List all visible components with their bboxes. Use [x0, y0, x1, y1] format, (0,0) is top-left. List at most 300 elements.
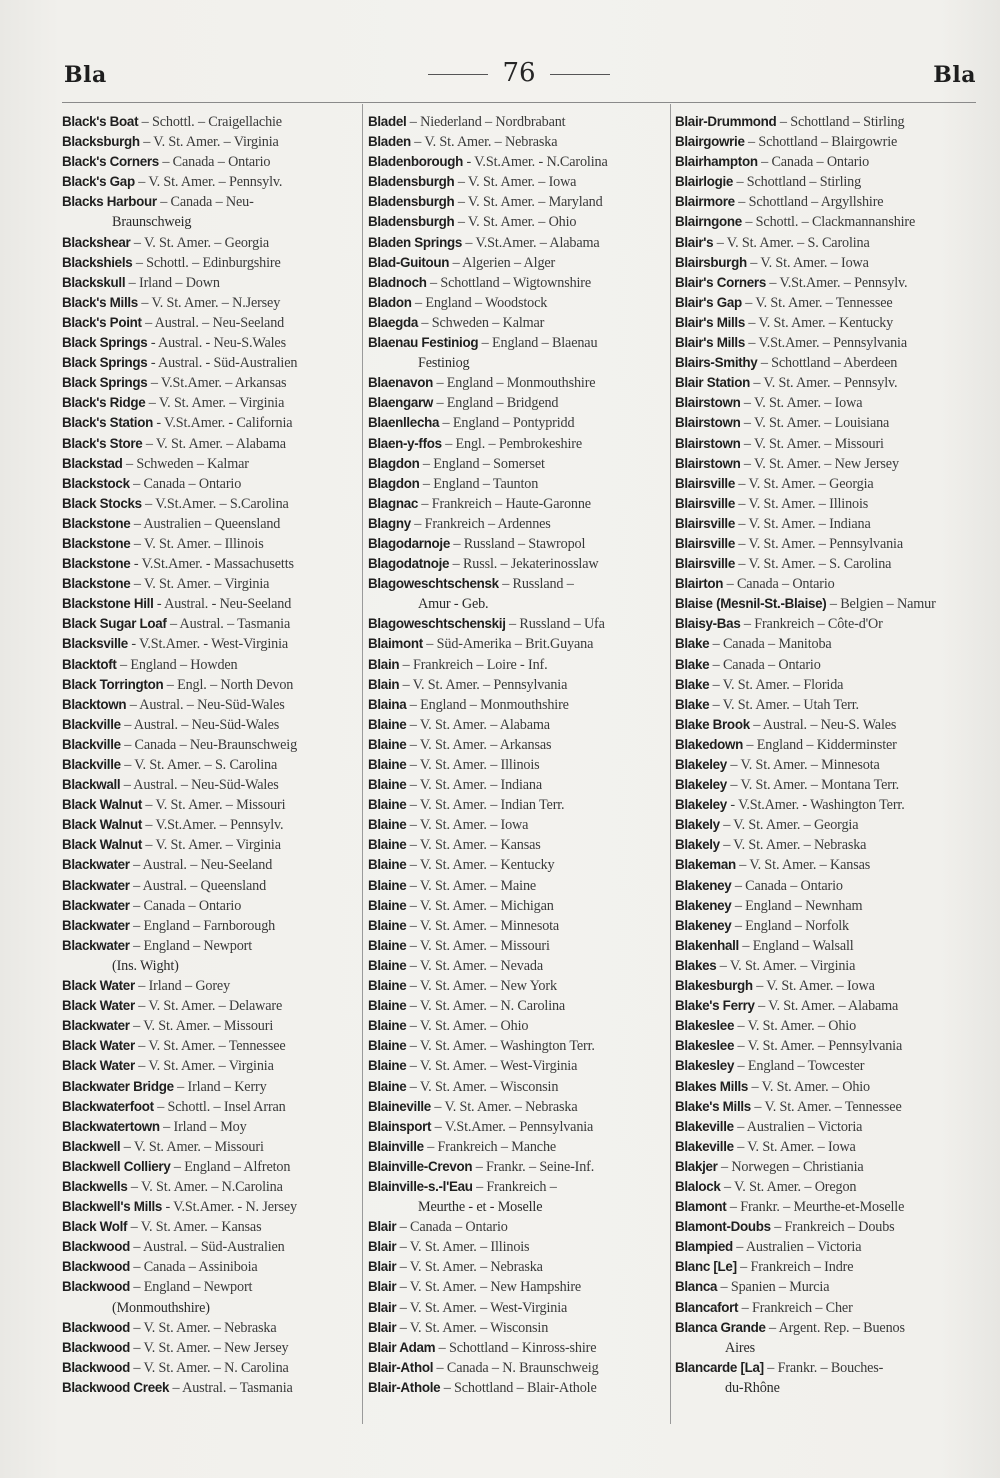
gazetteer-entry: [368, 835, 666, 855]
entry-place-name: Black's Station: [62, 415, 153, 431]
entry-location: – Frankreich –: [476, 1178, 557, 1195]
gazetteer-entry: [368, 655, 666, 675]
entry-place-name: Blagdon: [368, 475, 420, 491]
entry-place-name: Blakely: [675, 817, 720, 833]
entry-place-name: Blackstone Hill: [62, 596, 154, 612]
entry-place-name: Blairsville: [675, 556, 735, 572]
entry-place-name: Blakeley: [675, 797, 727, 813]
gazetteer-entry: [368, 1217, 666, 1237]
entry-location: – V. St. Amer. – Maryland: [457, 194, 603, 211]
gazetteer-entry: [368, 192, 666, 212]
gazetteer-entry: [368, 132, 666, 152]
gazetteer-entry: [368, 1177, 666, 1217]
gazetteer-entry: [62, 253, 358, 273]
entry-location: – England – Towcester: [737, 1058, 865, 1075]
entry-place-name: Blackville: [62, 736, 121, 752]
gazetteer-entry: [368, 454, 666, 474]
entry-location: – V. St. Amer. – Illinois: [409, 757, 540, 773]
gazetteer-entry: [62, 1378, 358, 1398]
entry-place-name: Blancafort: [675, 1299, 739, 1315]
entry-continuation: Braunschweig: [112, 214, 192, 231]
entry-place-name: Blakesley: [675, 1058, 735, 1074]
entry-location: – Schottland – Aberdeen: [760, 355, 898, 372]
entry-location: – V. St. Amer. – Pennsylvania: [737, 1038, 903, 1055]
entry-place-name: Blackwall: [62, 777, 121, 793]
entry-place-name: Blaine: [368, 857, 407, 873]
entry-location: – Austral. – Neu-Seeland: [133, 857, 273, 874]
entry-place-name: Blagodarnoje: [368, 535, 450, 551]
entry-location: – Russland –: [502, 576, 574, 593]
gazetteer-entry: [368, 715, 666, 735]
gazetteer-entry: [368, 916, 666, 936]
entry-location: – V. St. Amer. – Louisiana: [743, 415, 890, 432]
entry-place-name: Bladnoch: [368, 274, 427, 290]
entry-column-1: [62, 112, 358, 1422]
entry-location: – V. St. Amer. – Alabama: [145, 435, 286, 452]
entry-location: – England – Howden: [120, 656, 238, 673]
entry-place-name: Blakes Mills: [675, 1078, 749, 1094]
gazetteer-entry: [62, 1217, 358, 1237]
entry-location: – V. St. Amer. – Nebraska: [399, 1259, 543, 1276]
entry-place-name: Blair: [368, 1319, 397, 1335]
entry-place-name: Blaisy-Bas: [675, 616, 741, 632]
entry-location: – England – Farnborough: [133, 917, 276, 934]
entry-place-name: Blamont: [675, 1199, 727, 1215]
entry-location: – England – Alfreton: [173, 1158, 291, 1175]
header-rule-left: [428, 74, 488, 75]
entry-place-name: Blaenllecha: [368, 415, 440, 431]
gazetteer-entry: [368, 1117, 666, 1137]
entry-location: – Frankreich – Manche: [427, 1138, 557, 1155]
entry-place-name: Blairmore: [675, 194, 735, 210]
gazetteer-entry: [675, 614, 975, 634]
entry-place-name: Blaine: [368, 978, 407, 994]
entry-place-name: Blackwell: [62, 1138, 121, 1154]
entry-place-name: Black Sugar Loaf: [62, 616, 167, 632]
entry-place-name: Blaine: [368, 1018, 407, 1034]
entry-place-name: Black Water: [62, 998, 135, 1014]
entry-place-name: Blakedown: [675, 736, 743, 752]
gazetteer-entry: [368, 1056, 666, 1076]
entry-location: – Canada – Ontario: [133, 897, 242, 914]
entry-place-name: Blackstone: [62, 576, 131, 592]
entry-location: – Russland – Stawropol: [453, 535, 586, 552]
gazetteer-entry: [368, 976, 666, 996]
gazetteer-entry: [62, 454, 358, 474]
header-divider: [62, 102, 976, 103]
entry-location: – V. St. Amer. – Missouri: [123, 1138, 264, 1155]
entry-place-name: Blaine: [368, 1078, 407, 1094]
entry-location: – V. St. Amer. – Illinois: [399, 1239, 530, 1256]
gazetteer-entry: [675, 634, 975, 654]
entry-location: – V. St. Amer. – Iowa: [750, 254, 869, 271]
entry-location: – V. St. Amer. – Iowa: [756, 978, 875, 995]
gazetteer-entry: [368, 1077, 666, 1097]
gazetteer-entry: [675, 655, 975, 675]
gazetteer-entry: [62, 1097, 358, 1117]
header-rule-right: [550, 74, 610, 75]
entry-place-name: Blampied: [675, 1239, 733, 1255]
entry-place-name: Blaengarw: [368, 395, 434, 411]
entry-place-name: Black's Mills: [62, 294, 138, 310]
gazetteer-entry: [675, 956, 975, 976]
entry-location: – V. St. Amer. – S. Carolina: [124, 757, 278, 773]
gazetteer-entry: [62, 1117, 358, 1137]
entry-location: – V. St. Amer. – Illinois: [738, 495, 869, 512]
gazetteer-entry: [368, 795, 666, 815]
entry-place-name: Bladensburgh: [368, 174, 455, 190]
entry-place-name: Blair: [368, 1279, 397, 1295]
entry-place-name: Blakeslee: [675, 1038, 735, 1054]
entry-place-name: Blairsburgh: [675, 254, 747, 270]
gazetteer-entry: [675, 132, 975, 152]
gazetteer-entry: [675, 192, 975, 212]
gazetteer-entry: [675, 1177, 975, 1197]
gazetteer-entry: [62, 1137, 358, 1157]
entry-location: – V. St. Amer. – Virginia: [148, 395, 285, 412]
gazetteer-entry: [62, 1036, 358, 1056]
entry-location: – V. St. Amer. – Virginia: [138, 1058, 274, 1075]
entry-place-name: Blagnac: [368, 495, 418, 511]
gazetteer-entry: [62, 634, 358, 654]
entry-place-name: Blakeville: [675, 1118, 734, 1134]
entry-place-name: Black Wolf: [62, 1219, 128, 1235]
entry-place-name: Blairsville: [675, 475, 735, 491]
entry-location: – Schottl. – Clackmannanshire: [745, 214, 916, 231]
entry-location: – V. St. Amer. – Minnesota: [730, 757, 880, 773]
entry-location: – V. St. Amer. – Arkansas: [409, 736, 552, 753]
entry-place-name: Blacktown: [62, 696, 127, 712]
entry-location: – V. St. Amer. – West-Virginia: [399, 1299, 568, 1316]
entry-place-name: Blairngone: [675, 214, 742, 230]
entry-place-name: Blakeney: [675, 877, 732, 893]
entry-location: – Irland – Kerry: [177, 1078, 267, 1095]
entry-location: – Schottl. – Edinburgshire: [135, 254, 281, 271]
entry-place-name: Blaegda: [368, 314, 418, 330]
gazetteer-entry: [62, 132, 358, 152]
entry-location: – Algerien – Alger: [452, 254, 556, 271]
entry-place-name: Blainsport: [368, 1118, 432, 1134]
entry-place-name: Black Water: [62, 978, 135, 994]
entry-location: – Schottland – Stirling: [736, 174, 862, 191]
gazetteer-entry: [368, 1137, 666, 1157]
entry-place-name: Blairton: [675, 576, 724, 592]
entry-location: – Irland – Moy: [163, 1118, 247, 1135]
entry-place-name: Blake's Mills: [675, 1098, 751, 1114]
entry-place-name: Blairs-Smithy: [675, 355, 758, 371]
entry-location: – Canada – Ontario: [162, 154, 271, 171]
entry-location: – England – Somerset: [422, 455, 545, 472]
column-divider-1: [362, 104, 363, 1424]
entry-place-name: Blair-Athol: [368, 1359, 434, 1375]
gazetteer-entry: [368, 675, 666, 695]
entry-location: – Canada – Neu-Braunschweig: [124, 736, 298, 753]
gazetteer-entry: [62, 474, 358, 494]
entry-location: – V. St. Amer. – Montana Terr.: [730, 777, 900, 794]
entry-place-name: Blairstown: [675, 435, 741, 451]
entry-place-name: Blaine: [368, 957, 407, 973]
entry-location: – V. St. Amer. – Wisconsin: [399, 1319, 549, 1336]
gazetteer-entry: [675, 715, 975, 735]
entry-location: – V. St. Amer. – New Hampshire: [399, 1279, 582, 1296]
entry-place-name: Blair-Athole: [368, 1379, 441, 1395]
gazetteer-entry: [675, 353, 975, 373]
entry-location: – Russl. – Jekaterinosslaw: [452, 556, 599, 573]
entry-location: – England – Taunton: [422, 475, 539, 492]
entry-place-name: Blackstad: [62, 455, 123, 471]
entry-location: – Austral. – Neu-Seeland: [145, 314, 285, 331]
gazetteer-entry: [368, 896, 666, 916]
gazetteer-entry: [62, 755, 358, 775]
gazetteer-entry: [675, 996, 975, 1016]
entry-location: – V. St. Amer. – Pennsylvania: [738, 535, 903, 552]
entry-location: – V. St. Amer. – Nebraska: [133, 1319, 277, 1336]
entry-place-name: Blakely: [675, 837, 720, 853]
entry-location: – Australien – Queensland: [133, 515, 281, 532]
entry-location: – V. St. Amer. – Kansas: [130, 1219, 262, 1236]
entry-location: – V. St. Amer. – Tennessee: [745, 294, 893, 311]
entry-place-name: Blake: [675, 696, 710, 712]
gazetteer-entry: [675, 212, 975, 232]
entry-location: – Australien – Victoria: [737, 1118, 863, 1135]
gazetteer-entry: [62, 1197, 358, 1217]
entry-place-name: Black's Boat: [62, 114, 139, 129]
gazetteer-entry: [62, 172, 358, 192]
entry-location: – England – Norfolk: [734, 917, 850, 934]
entry-location: – Frankreich – Indre: [740, 1259, 854, 1276]
gazetteer-entry: [62, 333, 358, 353]
entry-location: – Austral. – Neu-Süd-Wales: [124, 716, 280, 733]
entry-place-name: Blake: [675, 636, 710, 652]
entry-continuation: Festiniog: [418, 355, 470, 372]
entry-place-name: Bladen: [368, 134, 411, 150]
gazetteer-entry: [675, 554, 975, 574]
gazetteer-entry: [675, 474, 975, 494]
entry-location: – Russland – Ufa: [509, 616, 605, 633]
entry-location: – V.St.Amer. – Pennsylvania: [434, 1118, 594, 1135]
gazetteer-entry: [675, 1137, 975, 1157]
gazetteer-entry: [62, 434, 358, 454]
entry-place-name: Blair Adam: [368, 1339, 436, 1355]
entry-place-name: Blackwell Colliery: [62, 1158, 171, 1174]
gazetteer-entry: [62, 1056, 358, 1076]
entry-place-name: Bladen Springs: [368, 234, 463, 250]
gazetteer-entry: [675, 675, 975, 695]
gazetteer-entry: [675, 1358, 975, 1398]
gazetteer-entry: [368, 1157, 666, 1177]
gazetteer-entry: [675, 835, 975, 855]
entry-continuation: du-Rhône: [725, 1379, 780, 1396]
gazetteer-entry: [62, 293, 358, 313]
gazetteer-entry: [368, 1036, 666, 1056]
entry-place-name: Blackwater Bridge: [62, 1078, 174, 1094]
entry-location: – V. St. Amer. – Kentucky: [409, 857, 555, 874]
gazetteer-entry: [368, 1237, 666, 1257]
entry-place-name: Black's Gap: [62, 174, 135, 190]
gazetteer-entry: [368, 373, 666, 393]
entry-place-name: Blacksburgh: [62, 134, 140, 150]
entry-location: – Schottl. – Craigellachie: [141, 114, 282, 130]
entry-place-name: Black Springs: [62, 335, 148, 351]
entry-place-name: Blanca: [675, 1279, 718, 1295]
entry-place-name: Blackwater: [62, 897, 130, 913]
entry-location: – V. St. Amer. – Georgia: [738, 475, 874, 492]
entry-place-name: Blackwood: [62, 1319, 130, 1335]
entry-location: – Australien – Victoria: [736, 1239, 862, 1256]
gazetteer-entry: [368, 313, 666, 333]
entry-place-name: Blackwaterfoot: [62, 1098, 154, 1114]
gazetteer-entry: [675, 1036, 975, 1056]
entry-place-name: Blackwood: [62, 1279, 130, 1295]
entry-place-name: Blad-Guitoun: [368, 254, 450, 270]
entry-location: – V. St. Amer. – S. Carolina: [738, 556, 892, 573]
gazetteer-entry: [675, 775, 975, 795]
entry-location: – Canada – Manitoba: [712, 636, 832, 653]
entry-place-name: Blagoweschtschenskij: [368, 616, 506, 632]
entry-place-name: Blaise (Mesnil-St.-Blaise): [675, 596, 827, 612]
gazetteer-entry: [675, 1318, 975, 1358]
entry-place-name: Blain: [368, 656, 400, 672]
entry-place-name: Blaine: [368, 716, 407, 732]
gazetteer-entry: [62, 815, 358, 835]
entry-place-name: Bladensburgh: [368, 194, 455, 210]
entry-location: – Schottland – Argyllshire: [738, 194, 884, 211]
entry-place-name: Blakeman: [675, 857, 736, 873]
entry-place-name: Blake's Ferry: [675, 998, 755, 1014]
entry-place-name: Black Walnut: [62, 837, 142, 853]
entry-location: – V. St. Amer. – Pennsylv.: [753, 375, 898, 392]
entry-location: – Frankr. – Seine-Inf.: [475, 1158, 595, 1175]
entry-location: – Süd-Amerika – Brit.Guyana: [426, 636, 594, 653]
entry-location: – Schottland – Blair-Athole: [443, 1379, 597, 1396]
entry-place-name: Blagny: [368, 515, 411, 531]
gazetteer-entry: [368, 474, 666, 494]
entry-place-name: Blackwatertown: [62, 1118, 160, 1134]
entry-location: – V. St. Amer. – Indiana: [738, 515, 871, 532]
entry-location: – V. St. Amer. – Virginia: [719, 957, 856, 974]
gazetteer-entry: [368, 815, 666, 835]
entry-location: – Engl. – Pembrokeshire: [445, 435, 583, 452]
entry-location: – Spanien – Murcia: [720, 1279, 830, 1296]
entry-place-name: Blaine: [368, 777, 407, 793]
entry-place-name: Blaine: [368, 797, 407, 813]
entry-place-name: Black's Corners: [62, 154, 159, 170]
gazetteer-entry: [368, 1097, 666, 1117]
entry-place-name: Blackwood: [62, 1259, 130, 1275]
entry-location: – Schottl. – Insel Arran: [157, 1098, 286, 1115]
column-divider-2: [670, 104, 671, 1424]
entry-location: – V. St. Amer. – Florida: [712, 676, 844, 693]
entry-place-name: Blake: [675, 676, 710, 692]
gazetteer-entry: [368, 855, 666, 875]
gazetteer-entry: [368, 1378, 666, 1398]
entry-place-name: Blacksville: [62, 636, 128, 652]
entry-place-name: Blainville-s.-l'Eau: [368, 1178, 473, 1194]
entry-location: – Frankreich – Doubs: [774, 1219, 895, 1236]
gazetteer-entry: [62, 152, 358, 172]
gazetteer-entry: [675, 1056, 975, 1076]
entry-location: – Frankreich – Loire - Inf.: [402, 656, 548, 673]
gazetteer-entry: [368, 775, 666, 795]
entry-place-name: Blaen-y-ffos: [368, 435, 442, 451]
entry-place-name: Blaine: [368, 1058, 407, 1074]
gazetteer-entry: [675, 1117, 975, 1137]
gazetteer-entry: [368, 253, 666, 273]
gazetteer-entry: [62, 936, 358, 976]
gazetteer-entry: [368, 996, 666, 1016]
gazetteer-entry: [675, 253, 975, 273]
entry-place-name: Blakeney: [675, 917, 732, 933]
gazetteer-entry: [368, 614, 666, 634]
gazetteer-entry: [675, 373, 975, 393]
gazetteer-entry: [368, 695, 666, 715]
entry-location: – V. St. Amer. – N.Carolina: [130, 1178, 283, 1195]
gazetteer-entry: [675, 815, 975, 835]
entry-location: - V.St.Amer. - N. Jersey: [165, 1199, 297, 1216]
entry-place-name: Black Walnut: [62, 817, 142, 833]
entry-location: - Austral. - Neu-S.Wales: [150, 335, 286, 352]
entry-location: – V. St. Amer. – S. Carolina: [716, 234, 870, 251]
gazetteer-entry: [675, 976, 975, 996]
entry-place-name: Blair: [368, 1299, 397, 1315]
entry-place-name: Black's Store: [62, 435, 143, 451]
gazetteer-entry: [675, 755, 975, 775]
entry-location: - V.St.Amer. - Washington Terr.: [730, 797, 905, 814]
entry-place-name: Black Stocks: [62, 495, 142, 511]
gazetteer-entry: [368, 574, 666, 614]
entry-place-name: Blakenhall: [675, 937, 739, 953]
entry-location: – V. St. Amer. – Georgia: [133, 234, 270, 251]
entry-place-name: Blaenavon: [368, 375, 434, 391]
entry-location: – V. St. Amer. – Missouri: [133, 1018, 274, 1035]
entry-location: – Austral. – Süd-Australien: [133, 1239, 285, 1256]
entry-location: – Frankreich – Cher: [741, 1299, 853, 1316]
gazetteer-entry: [368, 152, 666, 172]
entry-continuation: (Ins. Wight): [112, 957, 179, 974]
entry-location: – Austral. – Neu-Süd-Wales: [129, 696, 285, 713]
entry-place-name: Black Springs: [62, 375, 148, 391]
entry-place-name: Blagoweschtschensk: [368, 576, 499, 592]
entry-place-name: Blaine: [368, 877, 407, 893]
entry-location: – Canada – Neu-: [160, 194, 254, 211]
gazetteer-entry: [368, 1016, 666, 1036]
entry-location: – Austral. – Neu-Süd-Wales: [123, 777, 279, 794]
gazetteer-entry: [675, 855, 975, 875]
entry-location: – England – Newport: [133, 937, 253, 954]
gazetteer-entry: [675, 172, 975, 192]
entry-place-name: Blackwood: [62, 1359, 130, 1375]
gazetteer-entry: [62, 1077, 358, 1097]
gazetteer-entry: [368, 755, 666, 775]
entry-location: – England – Kidderminster: [746, 736, 897, 753]
entry-place-name: Black's Ridge: [62, 395, 146, 411]
gazetteer-entry: [368, 1318, 666, 1338]
entry-location: – Canada – Ontario: [712, 656, 821, 673]
gazetteer-entry: [675, 876, 975, 896]
entry-location: – Schottland – Stirling: [779, 114, 905, 130]
gazetteer-entry: [675, 1077, 975, 1097]
gazetteer-entry: [62, 795, 358, 815]
gazetteer-entry: [62, 1277, 358, 1317]
entry-location: – V.St.Amer. – Arkansas: [150, 375, 287, 392]
entry-place-name: Blalock: [675, 1178, 721, 1194]
gazetteer-entry: [62, 233, 358, 253]
entry-column-2: [368, 112, 666, 1422]
gazetteer-entry: [368, 273, 666, 293]
entry-location: – V. St. Amer. – Michigan: [409, 897, 554, 914]
entry-place-name: Blair: [368, 1219, 397, 1235]
gazetteer-entry: [62, 574, 358, 594]
